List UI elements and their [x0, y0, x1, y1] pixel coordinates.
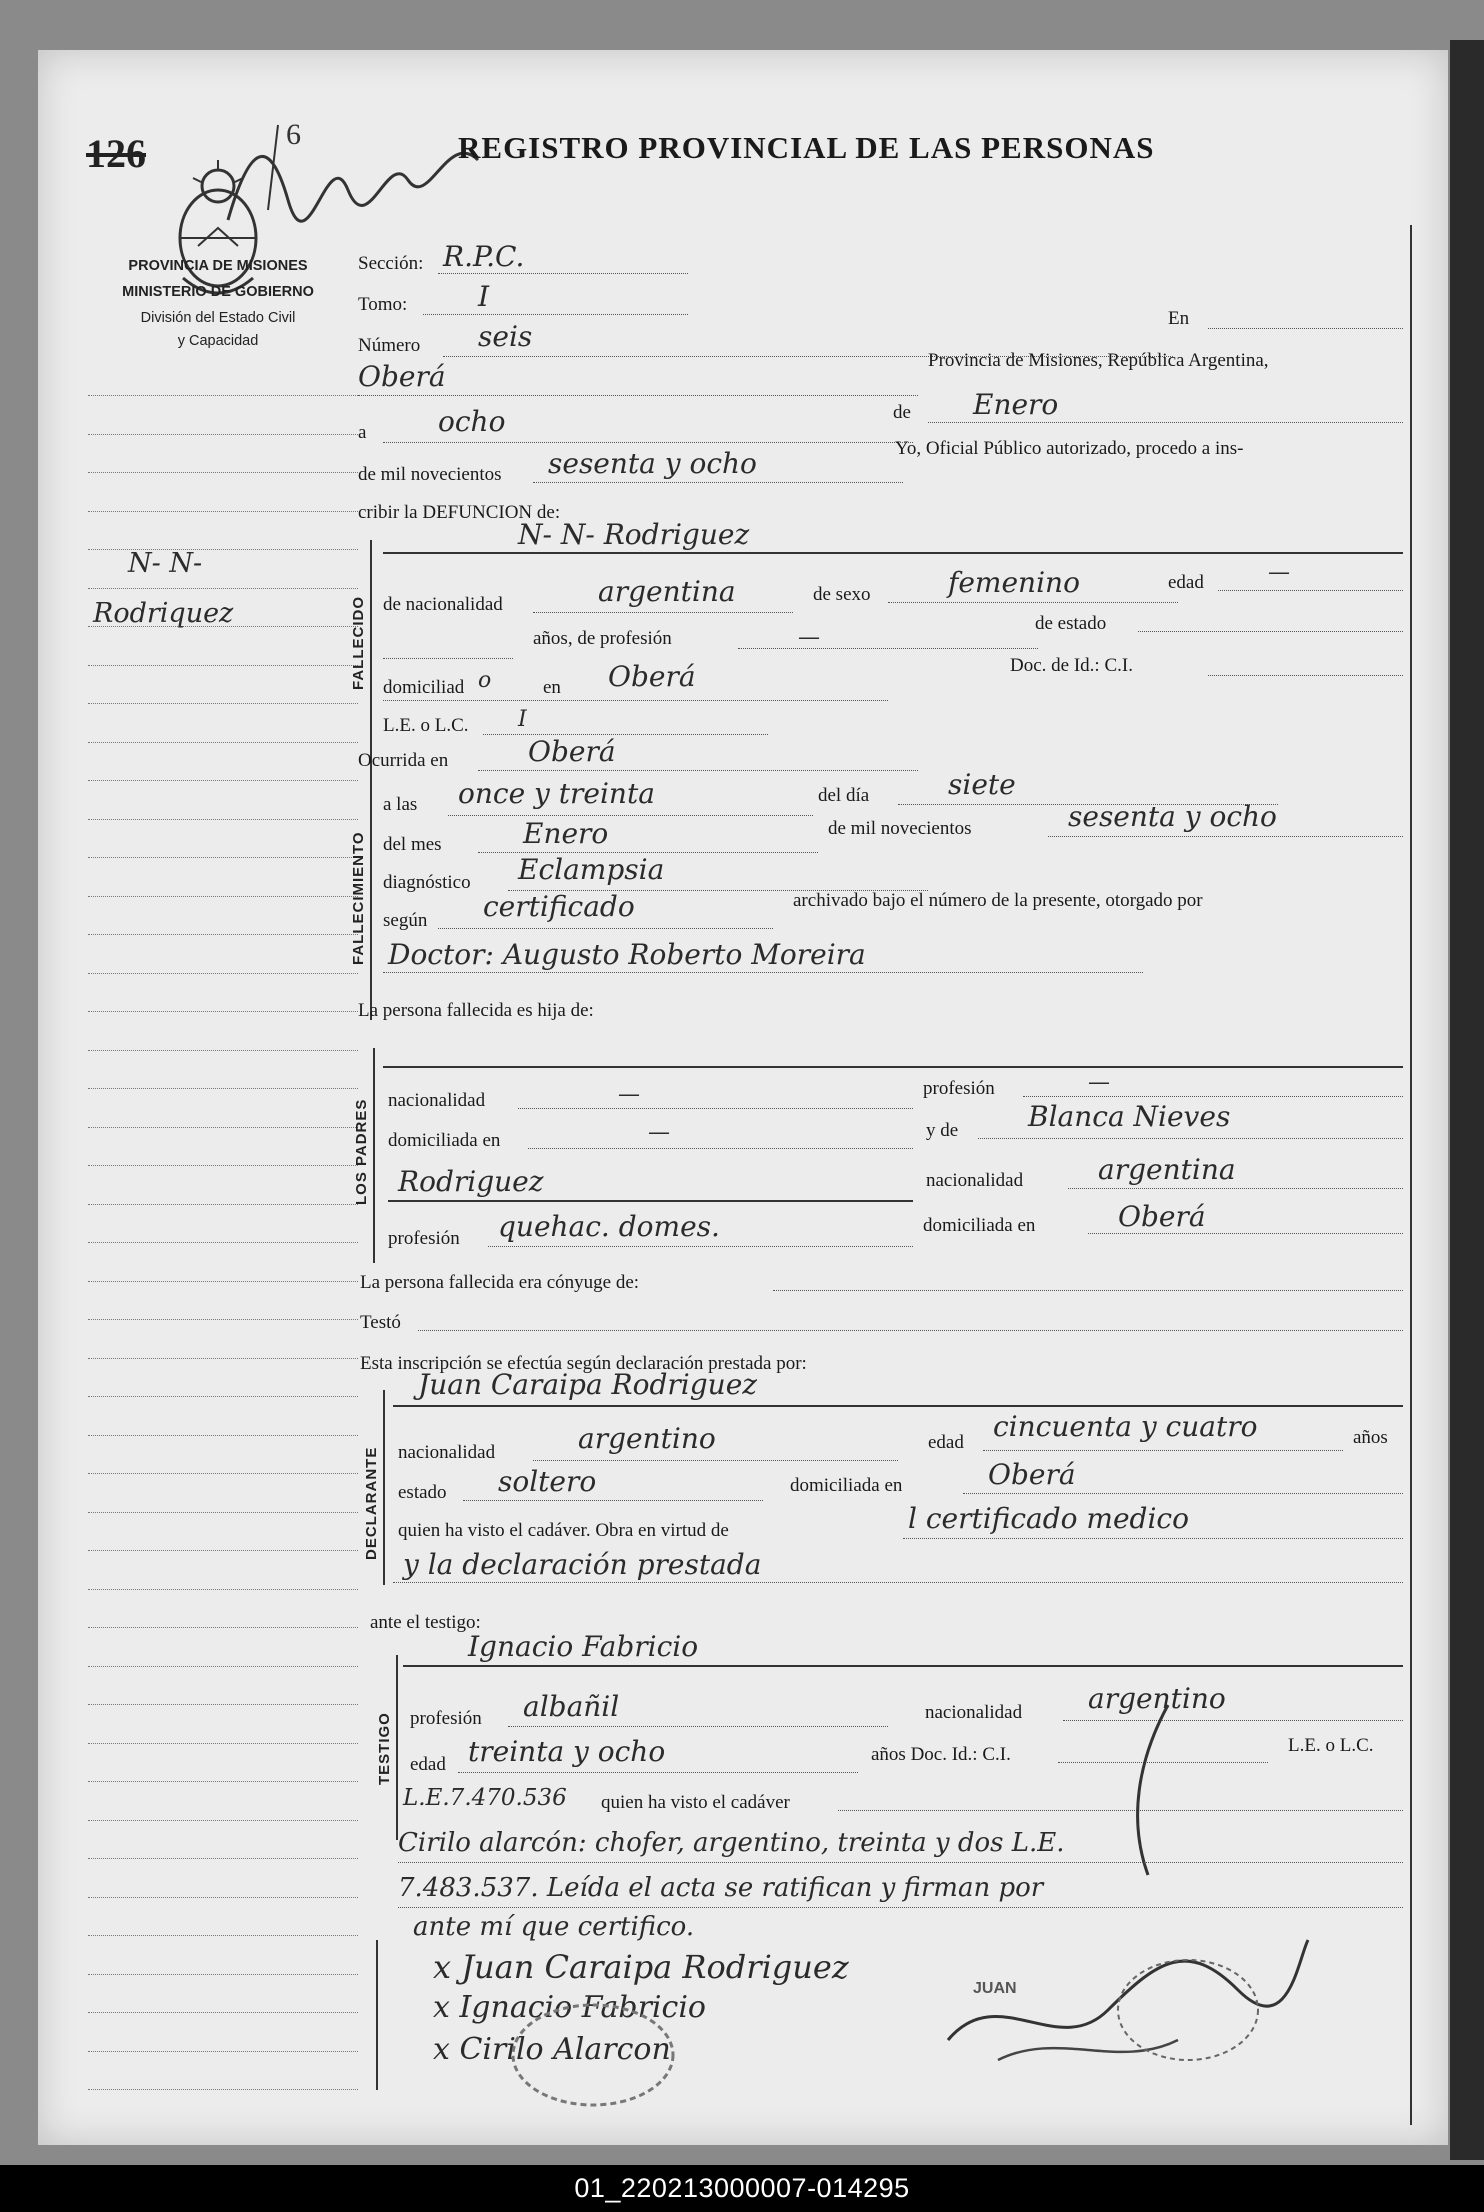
margin-ruled-line [88, 1358, 358, 1359]
margin-ruled-line [88, 1550, 358, 1551]
madre-profesion-value: quehac. domes. [498, 1210, 720, 1243]
nacionalidad-label: de nacionalidad [383, 594, 503, 615]
margin-ruled-line [88, 819, 358, 820]
le-lc-value: I [518, 707, 527, 732]
numero-label: Número [358, 335, 421, 356]
testigo-le-lc-label: L.E. o L.C. [1288, 1735, 1374, 1756]
quien-visto2-label: quien ha visto el cadáver [601, 1792, 790, 1813]
en-label: En [1168, 308, 1190, 329]
margin-note-line1: N- N- [128, 548, 203, 579]
testigo-doc-label: años Doc. Id.: C.I. [871, 1744, 1011, 1765]
madre-nacionalidad-label: nacionalidad [926, 1170, 1024, 1191]
margin-ruled-line [88, 434, 358, 435]
stamp-text: JUAN [973, 1980, 1017, 1997]
sexo-label: de sexo [813, 584, 871, 605]
margin-ruled-line [88, 665, 358, 666]
edad-label: edad [1168, 572, 1204, 593]
obra-virtud-value: l certificado medico [908, 1502, 1189, 1535]
domiciliado-label: domiciliad [383, 677, 465, 698]
deceased-name-line [383, 552, 1403, 554]
margin-ruled-line [88, 1935, 358, 1936]
margin-ruled-line [88, 896, 358, 897]
margin-ruled-line [88, 472, 358, 473]
y-de-label: y de [926, 1120, 959, 1141]
declarante-nacionalidad-label: nacionalidad [398, 1442, 496, 1463]
margin-ruled-line [88, 1781, 358, 1782]
margin-ruled-line [88, 973, 358, 974]
de-mil2-label: de mil novecientos [828, 818, 972, 839]
medico-value: Doctor: Augusto Roberto Moreira [388, 938, 866, 971]
margin-ruled-line [88, 2051, 358, 2052]
margin-ruled-line [88, 1011, 358, 1012]
declarante-edad-value: cincuenta y cuatro [993, 1410, 1258, 1443]
margin-ruled-line [88, 2012, 358, 2013]
anio-value: sesenta y ocho [548, 447, 757, 480]
hora-value: once y treinta [458, 777, 655, 810]
margin-ruled-line [88, 1050, 358, 1051]
testigo-profesion-label: profesión [410, 1708, 482, 1729]
margin-ruled-line [88, 1281, 358, 1282]
fallecimiento-side-label: FALLECIMIENTO [350, 831, 367, 965]
initials-signature [208, 110, 508, 230]
declarante-estado-label: estado [398, 1482, 447, 1503]
ocurrida-label: Ocurrida en [358, 750, 449, 771]
hija-label: La persona fallecida es hija de: [358, 1000, 594, 1021]
edad-value: — [1268, 560, 1290, 585]
fallecido-side-label: FALLECIDO [350, 596, 367, 690]
province-label: PROVINCIA DE MISIONES [128, 258, 308, 274]
margin-ruled-line [88, 588, 358, 589]
folio-number: 126 [86, 131, 146, 176]
margin-note-line2: Rodriquez [93, 598, 234, 629]
margin-ruled-line [88, 1666, 358, 1667]
margin-ruled-line [88, 780, 358, 781]
margin-ruled-line [88, 1820, 358, 1821]
dia-value: ocho [438, 405, 506, 438]
testigo-doc-value: L.E.7.470.536 [403, 1785, 567, 1811]
register-page [38, 50, 1448, 2145]
margin-ruled-line [88, 1897, 358, 1898]
ante-testigo-label: ante el testigo: [370, 1612, 481, 1633]
segun-value: certificado [483, 890, 635, 923]
note-line-3: ante mí que certifico. [413, 1912, 695, 1942]
nacionalidad-value: argentina [598, 575, 736, 608]
de-mil-label: de mil novecientos [358, 464, 502, 485]
testigo-nombre: Ignacio Fabricio [468, 1630, 699, 1663]
pen-stroke [1118, 1700, 1178, 1880]
mes-fall-value: Enero [523, 817, 609, 850]
padre-domicilio-label: domiciliada en [388, 1130, 501, 1151]
declarante-domicilio-value: Oberá [988, 1458, 1076, 1491]
registry-title: REGISTRO PROVINCIAL DE LAS PERSONAS [458, 130, 1155, 165]
right-border [1410, 225, 1412, 2125]
margin-ruled-line [88, 1204, 358, 1205]
margin-ruled-line [88, 1435, 358, 1436]
de-label: de [893, 402, 911, 423]
margin-ruled-line [88, 511, 358, 512]
declarante-side-label: DECLARANTE [363, 1446, 380, 1560]
madre-nombre: Blanca Nieves [1028, 1100, 1231, 1133]
margin-ruled-line [88, 1165, 358, 1166]
official-stamp-icon [508, 2000, 678, 2110]
testigo-edad-label: edad [410, 1754, 446, 1775]
domiciliado-suffix: o [478, 668, 492, 693]
testigo-nacionalidad-value: argentino [1088, 1682, 1226, 1715]
margin-ruled-line [88, 742, 358, 743]
testo-label: Testó [360, 1312, 401, 1333]
signature-testigo: x Ignacio Fabricio [433, 1990, 706, 2025]
sexo-value: femenino [948, 566, 1080, 599]
del-dia-label: del día [818, 785, 870, 806]
padre-profesion-value: — [1088, 1070, 1110, 1095]
seccion-label: Sección: [358, 253, 424, 274]
diagnostico-value: Eclampsia [518, 853, 665, 886]
margin-ruled-line [88, 2089, 358, 2090]
margin-ruled-line [88, 395, 358, 396]
anio-fall-value: sesenta y ocho [1068, 800, 1277, 833]
capacity-label: y Capacidad [177, 333, 259, 349]
margin-ruled-line [88, 1974, 358, 1975]
dia-fall-value: siete [948, 768, 1016, 801]
image-caption: 01_220213000007-014295 [0, 2165, 1484, 2212]
doc-label: Doc. de Id.: C.I. [1010, 655, 1133, 676]
madre-domicilio-value: Oberá [1118, 1200, 1206, 1233]
note-line-1: Cirilo alarcón: chofer, argentino, treinta y dos L.E. [398, 1828, 1065, 1858]
tomo-value: I [478, 280, 490, 313]
margin-ruled-line [88, 1088, 358, 1089]
madre-domicilio-label: domiciliada en [923, 1215, 1036, 1236]
margin-ruled-line [88, 1743, 358, 1744]
madre-nacionalidad-value: argentina [1098, 1153, 1236, 1186]
division-label: División del Estado Civil [140, 310, 296, 326]
note-line-2: 7.483.537. Leída el acta se ratifican y firman por [398, 1873, 1044, 1903]
le-lc-label: L.E. o L.C. [383, 715, 469, 736]
signature-declarante: x Juan Caraipa Rodriguez [433, 1948, 849, 1986]
deceased-name: N- N- Rodriguez [518, 518, 750, 551]
provincia-label: Provincia de Misiones, República Argentina, [928, 350, 1269, 371]
numero-value: seis [478, 320, 533, 353]
obra-virtud-value-2: y la declaración prestada [403, 1548, 762, 1581]
official-signature [938, 1920, 1318, 2090]
margin-ruled-line [88, 934, 358, 935]
testigo-profesion-value: albañil [523, 1690, 620, 1723]
madre-apellido: Rodriguez [398, 1165, 544, 1198]
del-mes-label: del mes [383, 834, 442, 855]
quien-visto-label: quien ha visto el cadáver. Obra en virtud de [398, 1520, 729, 1541]
inscripcion-label: Esta inscripción se efectúa según declaración prestada por: [360, 1353, 807, 1374]
testigo-side-label: TESTIGO [376, 1712, 393, 1785]
a-label: a [358, 422, 367, 443]
madre-profesion-label: profesión [388, 1228, 460, 1249]
declarante-domicilio-label: domiciliada en [790, 1475, 903, 1496]
segun-label: según [383, 910, 428, 931]
estado-label: de estado [1035, 613, 1107, 634]
en-label-2: en [543, 677, 561, 698]
signature-testigo-2: x Cirilo Alarcon [433, 2032, 671, 2067]
margin-ruled-line [88, 857, 358, 858]
margin-ruled-line [88, 1127, 358, 1128]
diagnostico-label: diagnóstico [383, 872, 471, 893]
margin-ruled-line [88, 1396, 358, 1397]
conyuge-label: La persona fallecida era cónyuge de: [360, 1272, 640, 1293]
margin-ruled-line [88, 1242, 358, 1243]
margin-ruled-line [88, 1627, 358, 1628]
margin-ruled-line [88, 1589, 358, 1590]
declarante-edad-label: edad [928, 1432, 964, 1453]
inscribir-label: cribir la DEFUNCION de: [358, 502, 561, 523]
margin-ruled-line [88, 1704, 358, 1705]
declarante-nacionalidad-value: argentino [578, 1422, 716, 1455]
margin-ruled-line [88, 1319, 358, 1320]
anos-profesion-label: años, de profesión [533, 628, 672, 649]
margin-ruled-line [88, 703, 358, 704]
ocurrida-value: Oberá [528, 735, 616, 768]
page-number: 6 [286, 118, 301, 151]
padre-profesion-label: profesión [923, 1078, 995, 1099]
ministry-label: MINISTERIO DE GOBIERNO [122, 284, 314, 300]
tomo-label: Tomo: [358, 294, 408, 315]
padres-side-label: LOS PADRES [353, 1098, 370, 1205]
oficial-label: Yo, Oficial Público autorizado, procedo a ins- [895, 438, 1244, 459]
testigo-nacionalidad-label: nacionalidad [925, 1702, 1023, 1723]
seccion-value: R.P.C. [443, 240, 525, 273]
a-las-label: a las [383, 794, 418, 815]
margin-ruled-line [88, 1473, 358, 1474]
testigo-edad-value: treinta y ocho [468, 1735, 666, 1768]
padre-nacionalidad-value: — [618, 1082, 640, 1107]
declarante-estado-value: soltero [498, 1465, 597, 1498]
margin-ruled-line [88, 1858, 358, 1859]
profesion-value: — [798, 625, 820, 650]
anos-label: años [1353, 1427, 1388, 1448]
declarante-nombre: Juan Caraipa Rodriguez [418, 1368, 758, 1401]
mes-value: Enero [973, 388, 1059, 421]
localidad-value: Oberá [358, 360, 446, 393]
archivado-label: archivado bajo el número de la presente, otorgado por [793, 890, 1203, 911]
padre-domicilio-value: — [648, 1120, 670, 1145]
binding-edge [1450, 40, 1484, 2160]
padre-nacionalidad-label: nacionalidad [388, 1090, 486, 1111]
domicilio-value: Oberá [608, 660, 696, 693]
margin-ruled-line [88, 1512, 358, 1513]
